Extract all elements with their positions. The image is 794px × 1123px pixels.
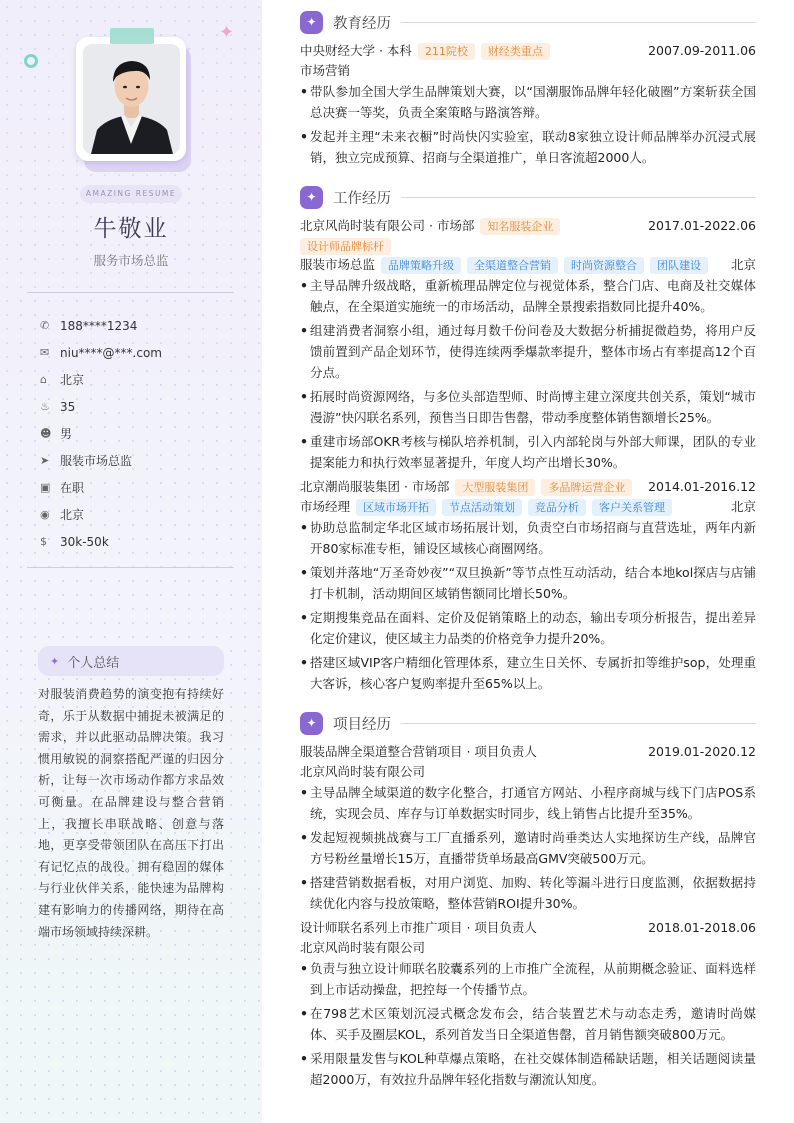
project-company: 北京风尚时装有限公司 [300,764,426,779]
divider [401,197,756,198]
info-gender: ☻ 男 [40,427,73,441]
skill-tag: 全渠道整合营销 [467,257,558,274]
city: 北京 [730,257,756,272]
briefcase-icon: ▣ [40,481,51,494]
bullet-item: • 重建市场部OKR考核与梯队培养机制，引入内部轮岗与外部大师课，团队的专业提案能力和执行效率显著提升，年度人均产出增长30%。 [300,434,756,470]
company-name: 北京潮尚服装集团 · 市场部 [300,479,450,494]
job-row [300,215,756,236]
divider [401,723,756,724]
tag: 设计师品牌标杆 [300,238,391,255]
date-range: 2019.01-2020.12 [648,744,756,759]
skill-tag: 时尚资源整合 [564,257,644,274]
summary-heading: ✦ 个人总结 [38,646,224,676]
bullet-item: • 组建消费者洞察小组，通过每月数千份问卷及大数据分析捕捉微趋势，将用户反馈前置到产品企划环节，使得连续两季爆款率提升，整体市场占有率提高12个百分点。 [300,323,756,380]
bullet-item: • 搭建区域VIP客户精细化管理体系，建立生日关怀、专属折扣等维护sop，处理重大客诉，核心客户复购率提升至65%以上。 [300,655,756,691]
location-icon: ◉ [40,508,50,521]
section-work-header: ✦ 工作经历 [300,185,756,209]
info-email: ✉ niu****@***.com [40,345,162,360]
position-row [300,497,756,516]
divider [27,567,234,568]
info-location: ◉ 北京 [40,508,85,522]
bullet-item: • 策划并落地“万圣奇妙夜”“双旦换新”等节点性互动活动，结合本地kol探店与店铺打卡机制，活动期间区域销售额同比增长50%。 [300,565,756,601]
bullet-item: • 定期搜集竞品在面料、定价及促销策略上的动态，输出专项分析报告，提出差异化定价建议，使区域主力品类的价格竞争力提升20%。 [300,610,756,646]
main-content [300,10,756,1093]
info-age: ♨ 35 [40,399,76,414]
position-title: 服装市场总监 [300,257,376,272]
position-title: 市场经理 [300,499,351,514]
salary-icon: $ [40,535,47,548]
tag: 多品牌运营企业 [541,479,632,496]
tag: 知名服装企业 [480,218,560,235]
summary-text: 对服装消费趋势的演变抱有持续好奇，乐于从数据中捕捉未被满足的需求，并以此驱动品牌决策。我习惯用敏锐的洞察搭配严谨的归因分析，让每一次市场动作都方求品效可衡量。在品牌建设与整合营销上，我擅长串联战略、创意与落地，更享受带领团队在高压下打出有记忆点的战役。拥有稳固的媒体与行业伙伴关系，能快速为品牌构建有影响力的传播网络，期待在高端市场领域持续深耕。 [38,687,224,939]
date-range: 2007.09-2011.06 [648,43,756,58]
sparkle-icon: ✦ [50,654,60,668]
candidate-name: 牛敬业 [93,216,169,242]
avatar [83,44,180,154]
info-phone: ✆ 188****1234 [40,318,138,333]
project-company: 北京风尚时装有限公司 [300,940,426,955]
photo-tape [110,28,154,44]
date-range: 2018.01-2018.06 [648,920,756,935]
bullet-item: • 采用限量发售与KOL种草爆点策略，在社交媒体制造稀缺话题，相关话题阅读量超2000万，有效拉升品牌年轻化指数与潮流认知度。 [300,1051,756,1087]
skill-tag: 竞品分析 [528,499,586,516]
education-row [300,40,756,61]
bullet-item: • 主导品牌全域渠道的数字化整合，打通官方网站、小程序商城与线下门店POS系统，实现会员、库存与订单数据实时同步，线上销售占比提升至35%。 [300,785,756,821]
contact-info [40,312,240,555]
home-icon: ⌂ [40,373,47,386]
section-projects-header: ✦ 项目经历 [300,711,756,735]
bullet-item: • 发起短视频挑战赛与工厂直播系列，邀请时尚垂类达人实地探访生产线，品牌官方号粉丝量增长15万，直播带货单场最高GMV突破500万元。 [300,830,756,866]
info-hometown: ⌂ 北京 [40,373,85,387]
section-education-header: ✦ 教育经历 [300,10,756,34]
bullet-item: • 负责与独立设计师联名胶囊系列的上市推广全流程，从前期概念验证、面料选样到上市话动操盘，把控每一个传播节点。 [300,961,756,997]
skill-tag: 团队建设 [650,257,708,274]
tag: 大型服装集团 [455,479,535,496]
tag: 财经类重点 [481,43,550,60]
bullet-item: • 在798艺术区策划沉浸式概念发布会，结合装置艺术与动态走秀，邀请时尚媒体、买手及圈层KOL，系列首发当日全渠道售罄，首月销售额突破800万元。 [300,1006,756,1042]
school-name: 中央财经大学 · 本科 [300,43,412,58]
send-icon: ➤ [40,454,50,467]
info-status: ▣ 在职 [40,481,85,495]
project-row [300,917,756,938]
date-range: 2017.01-2022.06 [648,218,756,233]
position-row [300,255,756,274]
major: 市场营销 [300,63,351,78]
candidate-role: 服务市场总监 [93,253,169,268]
tag: 211院校 [418,43,475,60]
sparkle-icon: ✦ [300,186,323,209]
skill-tag: 节点活动策划 [442,499,522,516]
sidebar [0,0,262,1123]
decorative-ring-icon [24,54,38,68]
skill-tag: 区域市场开拓 [356,499,436,516]
info-salary: $ 30k-50k [40,534,109,549]
bullet-item: • 发起并主理“未来衣橱”时尚快闪实验室，联动8家独立设计师品牌举办沉浸式展销，独立完成预算、招商与全渠道推广，单日客流超2000人。 [300,129,756,165]
job-row [300,476,756,497]
company-name: 北京风尚时装有限公司 · 市场部 [300,218,475,233]
gender-icon: ☻ [40,427,52,440]
project-name: 设计师联名系列上市推广项目 · 项目负责人 [300,920,537,935]
phone-icon: ✆ [40,319,50,332]
sparkle-icon: ✦ [219,22,235,43]
divider [401,22,756,23]
email-icon: ✉ [40,346,50,359]
skill-tag: 品牌策略升级 [381,257,461,274]
bullet-item: • 协助总监制定华北区域市场拓展计划，负责空白市场招商与直营选址，两年内新开80家标准专柜，铺设区域核心商圈网络。 [300,520,756,556]
info-target-role: ➤ 服装市场总监 [40,454,133,468]
sparkle-icon: ✦ [300,712,323,735]
bullet-item: • 主导品牌升级战略，重新梳理品牌定位与视觉体系，整合门店、电商及社交媒体触点，在全渠道实施统一的市场活动，品牌全景搜索指数同比提升40%。 [300,278,756,314]
resume-badge: AMAZING RESUME [80,185,182,203]
divider [27,292,234,293]
project-row [300,741,756,762]
project-name: 服装品牌全渠道整合营销项目 · 项目负责人 [300,744,537,759]
bullet-item: • 带队参加全国大学生品牌策划大赛，以“国潮服饰品牌年轻化破圈”方案斩获全国总决赛一等奖，负责全案策略与路演答辩。 [300,84,756,120]
bullet-item: • 搭建营销数据看板，对用户浏览、加购、转化等漏斗进行日度监测，依据数据持续优化内容与投放策略，整体营销ROI提升30%。 [300,875,756,911]
skill-tag: 客户关系管理 [592,499,672,516]
bullet-item: • 拓展时尚资源网络，与多位头部造型师、时尚博主建立深度共创关系，策划“城市漫游”快闪联名系列，预售当日即告售罄，带动季度整体销售额增长25%。 [300,389,756,425]
city: 北京 [730,499,756,514]
cake-icon: ♨ [40,400,50,413]
date-range: 2014.01-2016.12 [648,479,756,494]
sparkle-icon: ✦ [300,11,323,34]
